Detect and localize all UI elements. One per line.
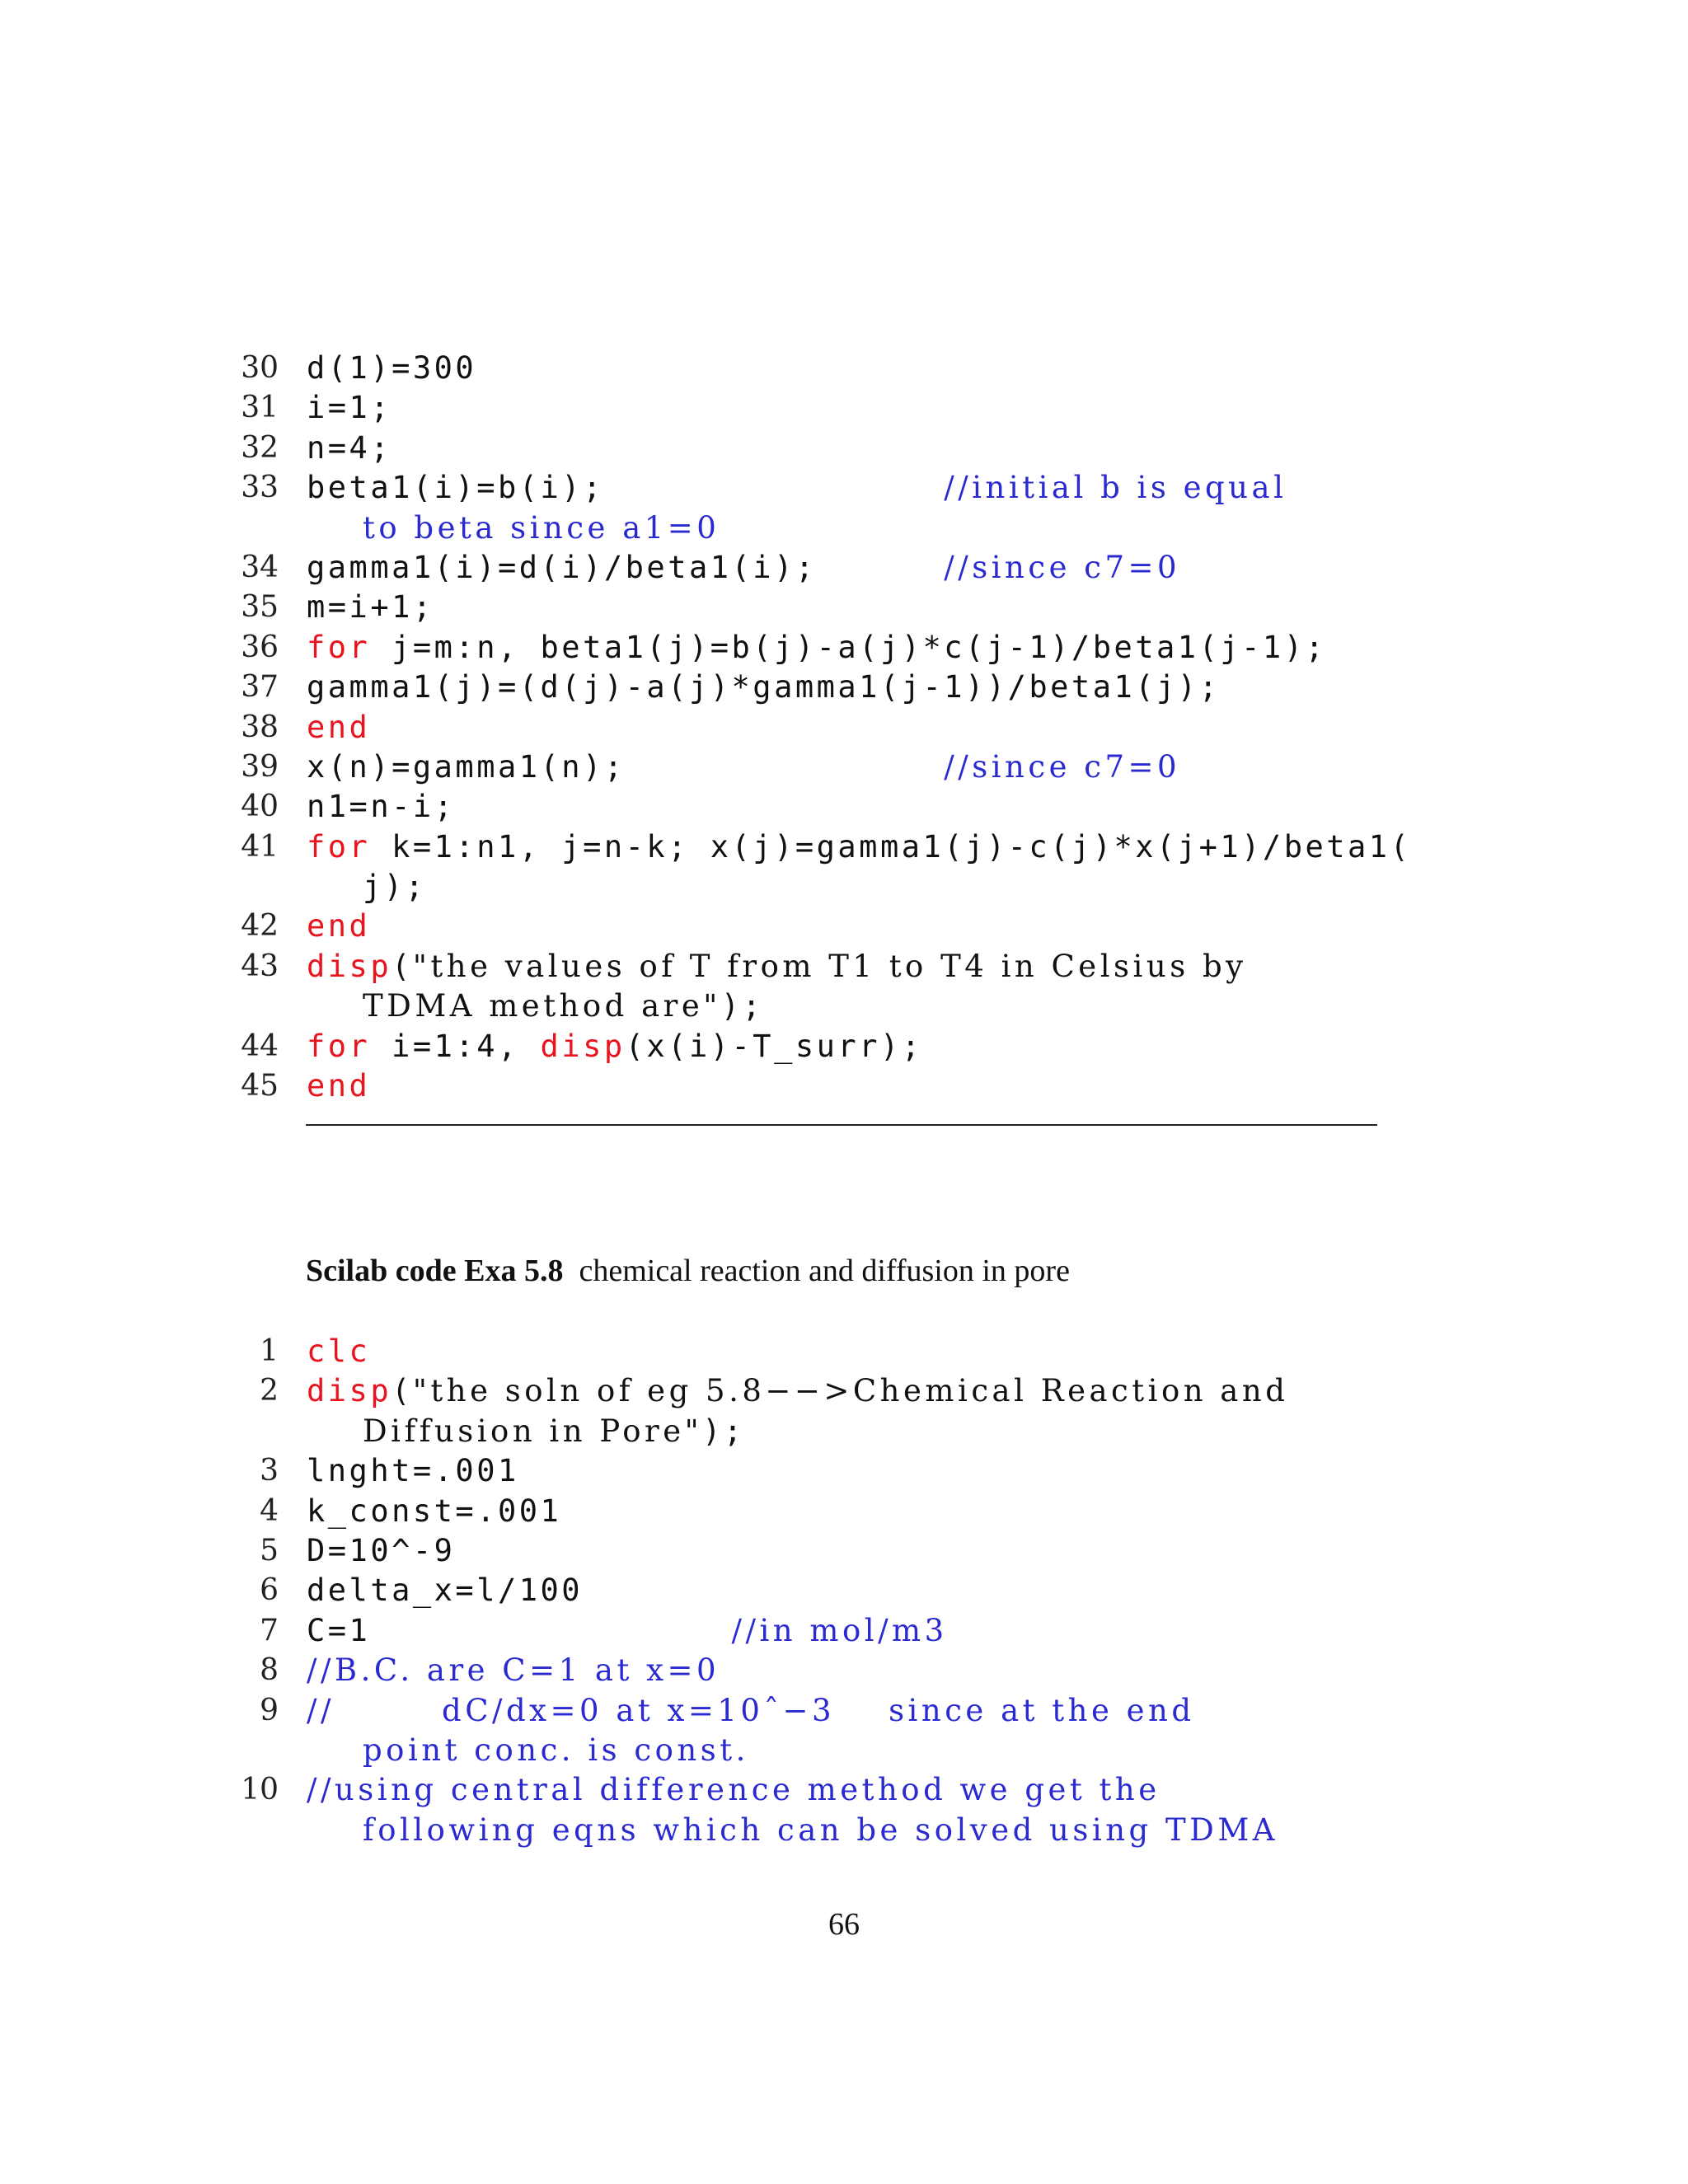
line-number: 3 xyxy=(260,1454,279,1488)
code-text xyxy=(307,588,434,627)
line-number: 31 xyxy=(241,391,279,425)
code-line-continuation xyxy=(239,509,1376,548)
code-token-comment: //in mol/m3 xyxy=(731,1612,948,1648)
code-token-comment: point conc. is const. xyxy=(363,1732,749,1768)
code-text xyxy=(307,1651,720,1690)
code-text xyxy=(307,548,1180,588)
code-line xyxy=(239,1531,1376,1571)
code-text xyxy=(307,1571,583,1610)
page-number: 66 xyxy=(828,1907,860,1942)
line-number: 43 xyxy=(241,949,279,983)
code-text xyxy=(307,1027,923,1066)
code-token-keyword: for xyxy=(307,629,371,665)
code-text xyxy=(363,867,426,907)
code-line xyxy=(239,947,1376,987)
code-line-continuation xyxy=(239,1731,1376,1770)
code-listing-top xyxy=(239,349,1412,1106)
line-number: 30 xyxy=(241,351,279,385)
code-text xyxy=(363,987,763,1026)
code-line xyxy=(239,468,1376,508)
code-line xyxy=(239,1492,1376,1531)
code-line xyxy=(239,1371,1376,1411)
line-number: 45 xyxy=(241,1069,279,1104)
line-number: 44 xyxy=(241,1029,279,1063)
code-line xyxy=(239,1571,1376,1610)
code-line xyxy=(239,628,1376,668)
code-line-continuation xyxy=(239,867,1376,907)
code-token-plain: gamma1(i)=d(i)/beta1(i); xyxy=(307,549,945,585)
line-number: 33 xyxy=(241,471,279,505)
line-number: 42 xyxy=(241,909,279,944)
code-token-keyword: end xyxy=(307,709,371,745)
code-token-plain: C=1 xyxy=(307,1612,732,1648)
code-token-plain: n=4; xyxy=(307,429,392,466)
line-number: 4 xyxy=(260,1493,279,1528)
code-token-string: "the values of T from T1 to T4 in Celsius by xyxy=(412,948,1247,984)
code-text xyxy=(307,947,1247,987)
code-text xyxy=(363,1412,745,1451)
line-number: 6 xyxy=(260,1573,279,1608)
code-token-plain: d(1)=300 xyxy=(307,350,477,386)
line-number: 9 xyxy=(260,1693,279,1727)
code-text xyxy=(307,1770,1160,1810)
line-number: 39 xyxy=(241,749,279,784)
code-line xyxy=(239,1611,1376,1651)
line-number: 34 xyxy=(241,550,279,584)
code-line xyxy=(239,1332,1376,1371)
caption-text: chemical reaction and diffusion in pore xyxy=(579,1254,1070,1288)
code-token-plain: lnght=.001 xyxy=(307,1453,519,1489)
code-text xyxy=(363,1731,749,1770)
code-line xyxy=(239,1027,1376,1066)
code-token-plain: D=10^-9 xyxy=(307,1532,456,1568)
code-line xyxy=(239,548,1376,588)
code-token-keyword: clc xyxy=(307,1333,371,1369)
line-number: 38 xyxy=(241,710,279,744)
code-line xyxy=(239,1066,1376,1106)
code-line xyxy=(239,708,1376,748)
code-line xyxy=(239,787,1376,827)
code-line xyxy=(239,827,1412,867)
code-token-string: "the soln of eg 5.8−−>Chemical Reaction and xyxy=(412,1373,1289,1409)
code-token-plain: ); xyxy=(720,988,764,1024)
line-number: 41 xyxy=(241,829,279,864)
code-text xyxy=(307,1451,519,1491)
code-text xyxy=(307,1066,370,1106)
line-number: 35 xyxy=(241,590,279,625)
code-token-plain: x(n)=gamma1(n); xyxy=(307,748,945,785)
code-line-continuation xyxy=(239,1412,1376,1451)
code-token-plain: k_const=.001 xyxy=(307,1493,562,1529)
code-text xyxy=(307,429,392,468)
code-text xyxy=(307,907,370,946)
code-line xyxy=(239,668,1376,707)
code-token-comment: to beta since a1=0 xyxy=(363,509,720,546)
code-token-plain: n1=n-i; xyxy=(307,789,456,825)
code-line xyxy=(239,1451,1376,1491)
code-line xyxy=(239,1770,1376,1810)
line-number: 32 xyxy=(241,430,279,465)
code-text xyxy=(307,708,370,748)
caption-label: Scilab code Exa 5.8 xyxy=(306,1254,564,1288)
code-token-plain: beta1(i)=b(i); xyxy=(307,470,945,506)
line-number: 8 xyxy=(260,1653,279,1688)
line-number: 1 xyxy=(260,1334,279,1368)
code-token-comment: //since c7=0 xyxy=(944,748,1181,785)
code-token-plain: m=i+1; xyxy=(307,589,434,626)
code-text xyxy=(307,1371,1288,1411)
code-text xyxy=(307,628,1326,668)
code-text xyxy=(363,509,720,548)
code-text xyxy=(307,1531,455,1571)
code-token-keyword: end xyxy=(307,908,371,944)
code-line xyxy=(239,1691,1376,1731)
code-text xyxy=(307,1332,370,1371)
code-token-keyword: for xyxy=(307,1028,371,1064)
code-token-plain: j); xyxy=(363,869,427,905)
code-line xyxy=(239,748,1376,787)
code-text xyxy=(307,668,1220,707)
code-line xyxy=(239,1651,1376,1690)
code-line xyxy=(239,429,1376,468)
code-text xyxy=(307,787,455,827)
code-token-plain: ( xyxy=(392,948,413,984)
line-number: 37 xyxy=(241,670,279,705)
listing-caption xyxy=(306,1253,1070,1289)
code-text xyxy=(307,1691,1195,1731)
code-token-string: Diffusion in Pore" xyxy=(363,1413,703,1449)
code-token-keyword: disp xyxy=(307,948,392,984)
code-token-comment: //initial b is equal xyxy=(944,470,1287,506)
code-line xyxy=(239,349,1376,388)
code-token-plain: i=1:4, xyxy=(370,1028,541,1064)
code-token-plain: i=1; xyxy=(307,390,392,426)
code-text xyxy=(307,388,392,428)
code-token-keyword: disp xyxy=(307,1373,392,1409)
code-line xyxy=(239,388,1376,428)
code-token-plain: ); xyxy=(702,1413,745,1449)
code-token-plain: gamma1(j)=(d(j)-a(j)*gamma1(j-1))/beta1(j); xyxy=(307,669,1221,705)
code-text xyxy=(307,1492,561,1531)
line-number: 10 xyxy=(241,1773,279,1807)
code-token-plain: (x(i)-T_surr); xyxy=(625,1028,923,1064)
line-number: 2 xyxy=(260,1374,279,1408)
code-token-comment: //using central difference method we get the xyxy=(307,1772,1160,1808)
code-line-continuation xyxy=(239,1811,1376,1850)
code-token-plain: delta_x=l/100 xyxy=(307,1572,584,1609)
code-text xyxy=(307,468,1287,508)
code-token-comment: //since c7=0 xyxy=(944,549,1181,585)
code-listing-bottom xyxy=(239,1332,1376,1850)
code-token-string: TDMA method are" xyxy=(363,988,721,1024)
code-token-plain: ( xyxy=(392,1373,413,1409)
code-line xyxy=(239,588,1376,627)
code-token-plain: j=m:n, beta1(j)=b(j)-a(j)*c(j-1)/beta1(j-1); xyxy=(370,629,1327,665)
code-token-keyword: end xyxy=(307,1068,371,1104)
listing-separator-rule xyxy=(306,1124,1377,1126)
code-text xyxy=(307,748,1180,787)
code-text xyxy=(307,1611,948,1651)
code-token-comment: //B.C. are C=1 at x=0 xyxy=(307,1652,720,1689)
code-text xyxy=(307,349,476,388)
code-token-comment: following eqns which can be solved using TDMA xyxy=(363,1811,1278,1848)
code-text xyxy=(363,1811,1278,1850)
line-number: 5 xyxy=(260,1533,279,1568)
line-number: 7 xyxy=(260,1613,279,1647)
code-token-comment: // dC/dx=0 at x=10ˆ−3 since at the end xyxy=(307,1692,1195,1728)
line-number: 40 xyxy=(241,790,279,824)
code-token-keyword: disp xyxy=(540,1028,626,1064)
code-text xyxy=(307,827,1411,867)
line-number: 36 xyxy=(241,630,279,664)
code-token-plain: k=1:n1, j=n-k; x(j)=gamma1(j)-c(j)*x(j+1)/beta1( xyxy=(370,828,1412,865)
code-line xyxy=(239,907,1376,946)
code-line-continuation xyxy=(239,987,1376,1026)
code-token-keyword: for xyxy=(307,828,371,865)
